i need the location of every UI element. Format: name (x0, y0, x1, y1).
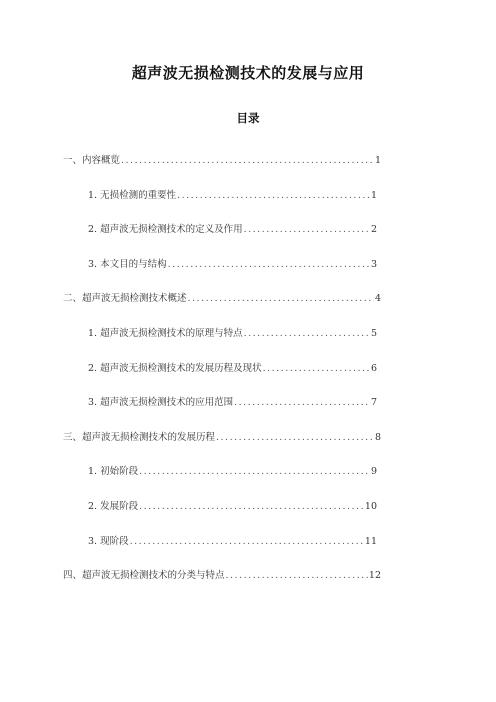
toc-entry[interactable] (88, 363, 377, 375)
toc-dot-leader (263, 363, 370, 375)
toc-page-number: 5 (370, 328, 377, 339)
toc-page-number: 1 (370, 190, 377, 201)
toc-entry[interactable] (88, 328, 377, 340)
toc-page-number: 9 (370, 466, 377, 477)
toc-entry-label: 1. 超声波无损检测技术的原理与特点 (88, 328, 243, 339)
toc-entry-label: 2. 超声波无损检测技术的定义及作用 (88, 224, 243, 235)
toc-page-number: 7 (370, 397, 377, 408)
toc-entry-label: 1. 初始阶段 (88, 466, 139, 477)
toc-entry-label: 2. 超声波无损检测技术的发展历程及现状 (88, 363, 262, 374)
toc-dot-leader (139, 466, 370, 478)
toc-entry[interactable] (88, 259, 377, 271)
toc-dot-leader (121, 155, 374, 167)
document-title: 超声波无损检测技术的发展与应用 (131, 64, 365, 82)
toc-page-number: 2 (370, 224, 377, 235)
toc-entry-label: 一、内容概览 (63, 155, 121, 166)
toc-dot-leader (244, 224, 370, 236)
toc-entry-label: 3. 现阶段 (88, 536, 129, 547)
toc-dot-leader (244, 328, 370, 340)
toc-entry-label: 二、超声波无损检测技术概述 (63, 293, 187, 304)
toc-page-number: 4 (374, 293, 381, 304)
toc-page-number: 6 (370, 363, 377, 374)
toc-entry-label: 3. 本文目的与结构 (88, 259, 167, 270)
toc-entry-label: 三、超声波无损检测技术的发展历程 (63, 432, 216, 443)
toc-entry-label: 1. 无损检测的重要性 (88, 190, 177, 201)
toc-entry[interactable] (88, 397, 377, 409)
toc-page-number: 8 (374, 432, 381, 443)
toc-entry[interactable] (63, 155, 381, 167)
toc-page-number: 3 (370, 259, 377, 270)
toc-entry[interactable] (88, 466, 377, 478)
toc-heading: 目录 (236, 111, 260, 125)
toc-page-number: 10 (364, 501, 377, 512)
toc-dot-leader (168, 259, 370, 271)
toc-entry[interactable] (63, 432, 381, 444)
toc-entry-label: 2. 发展阶段 (88, 501, 139, 512)
toc-dot-leader (188, 293, 374, 305)
toc-dot-leader (226, 570, 368, 582)
toc-entry-label: 3. 超声波无损检测技术的应用范围 (88, 397, 234, 408)
toc-dot-leader (130, 536, 364, 548)
toc-page-number: 1 (374, 155, 381, 166)
toc-entry[interactable] (88, 536, 377, 548)
toc-entry[interactable] (88, 501, 377, 513)
toc-dot-leader (216, 432, 374, 444)
toc-page-number: 12 (368, 570, 381, 581)
toc-entry[interactable] (88, 190, 377, 202)
toc-entry[interactable] (63, 570, 381, 582)
toc-page-number: 11 (364, 536, 377, 547)
toc-dot-leader (177, 190, 370, 202)
toc-dot-leader (139, 501, 364, 513)
toc-dot-leader (234, 397, 370, 409)
toc-entry[interactable] (63, 293, 381, 305)
toc-entry-label: 四、超声波无损检测技术的分类与特点 (63, 570, 225, 581)
toc-entry[interactable] (88, 224, 377, 236)
